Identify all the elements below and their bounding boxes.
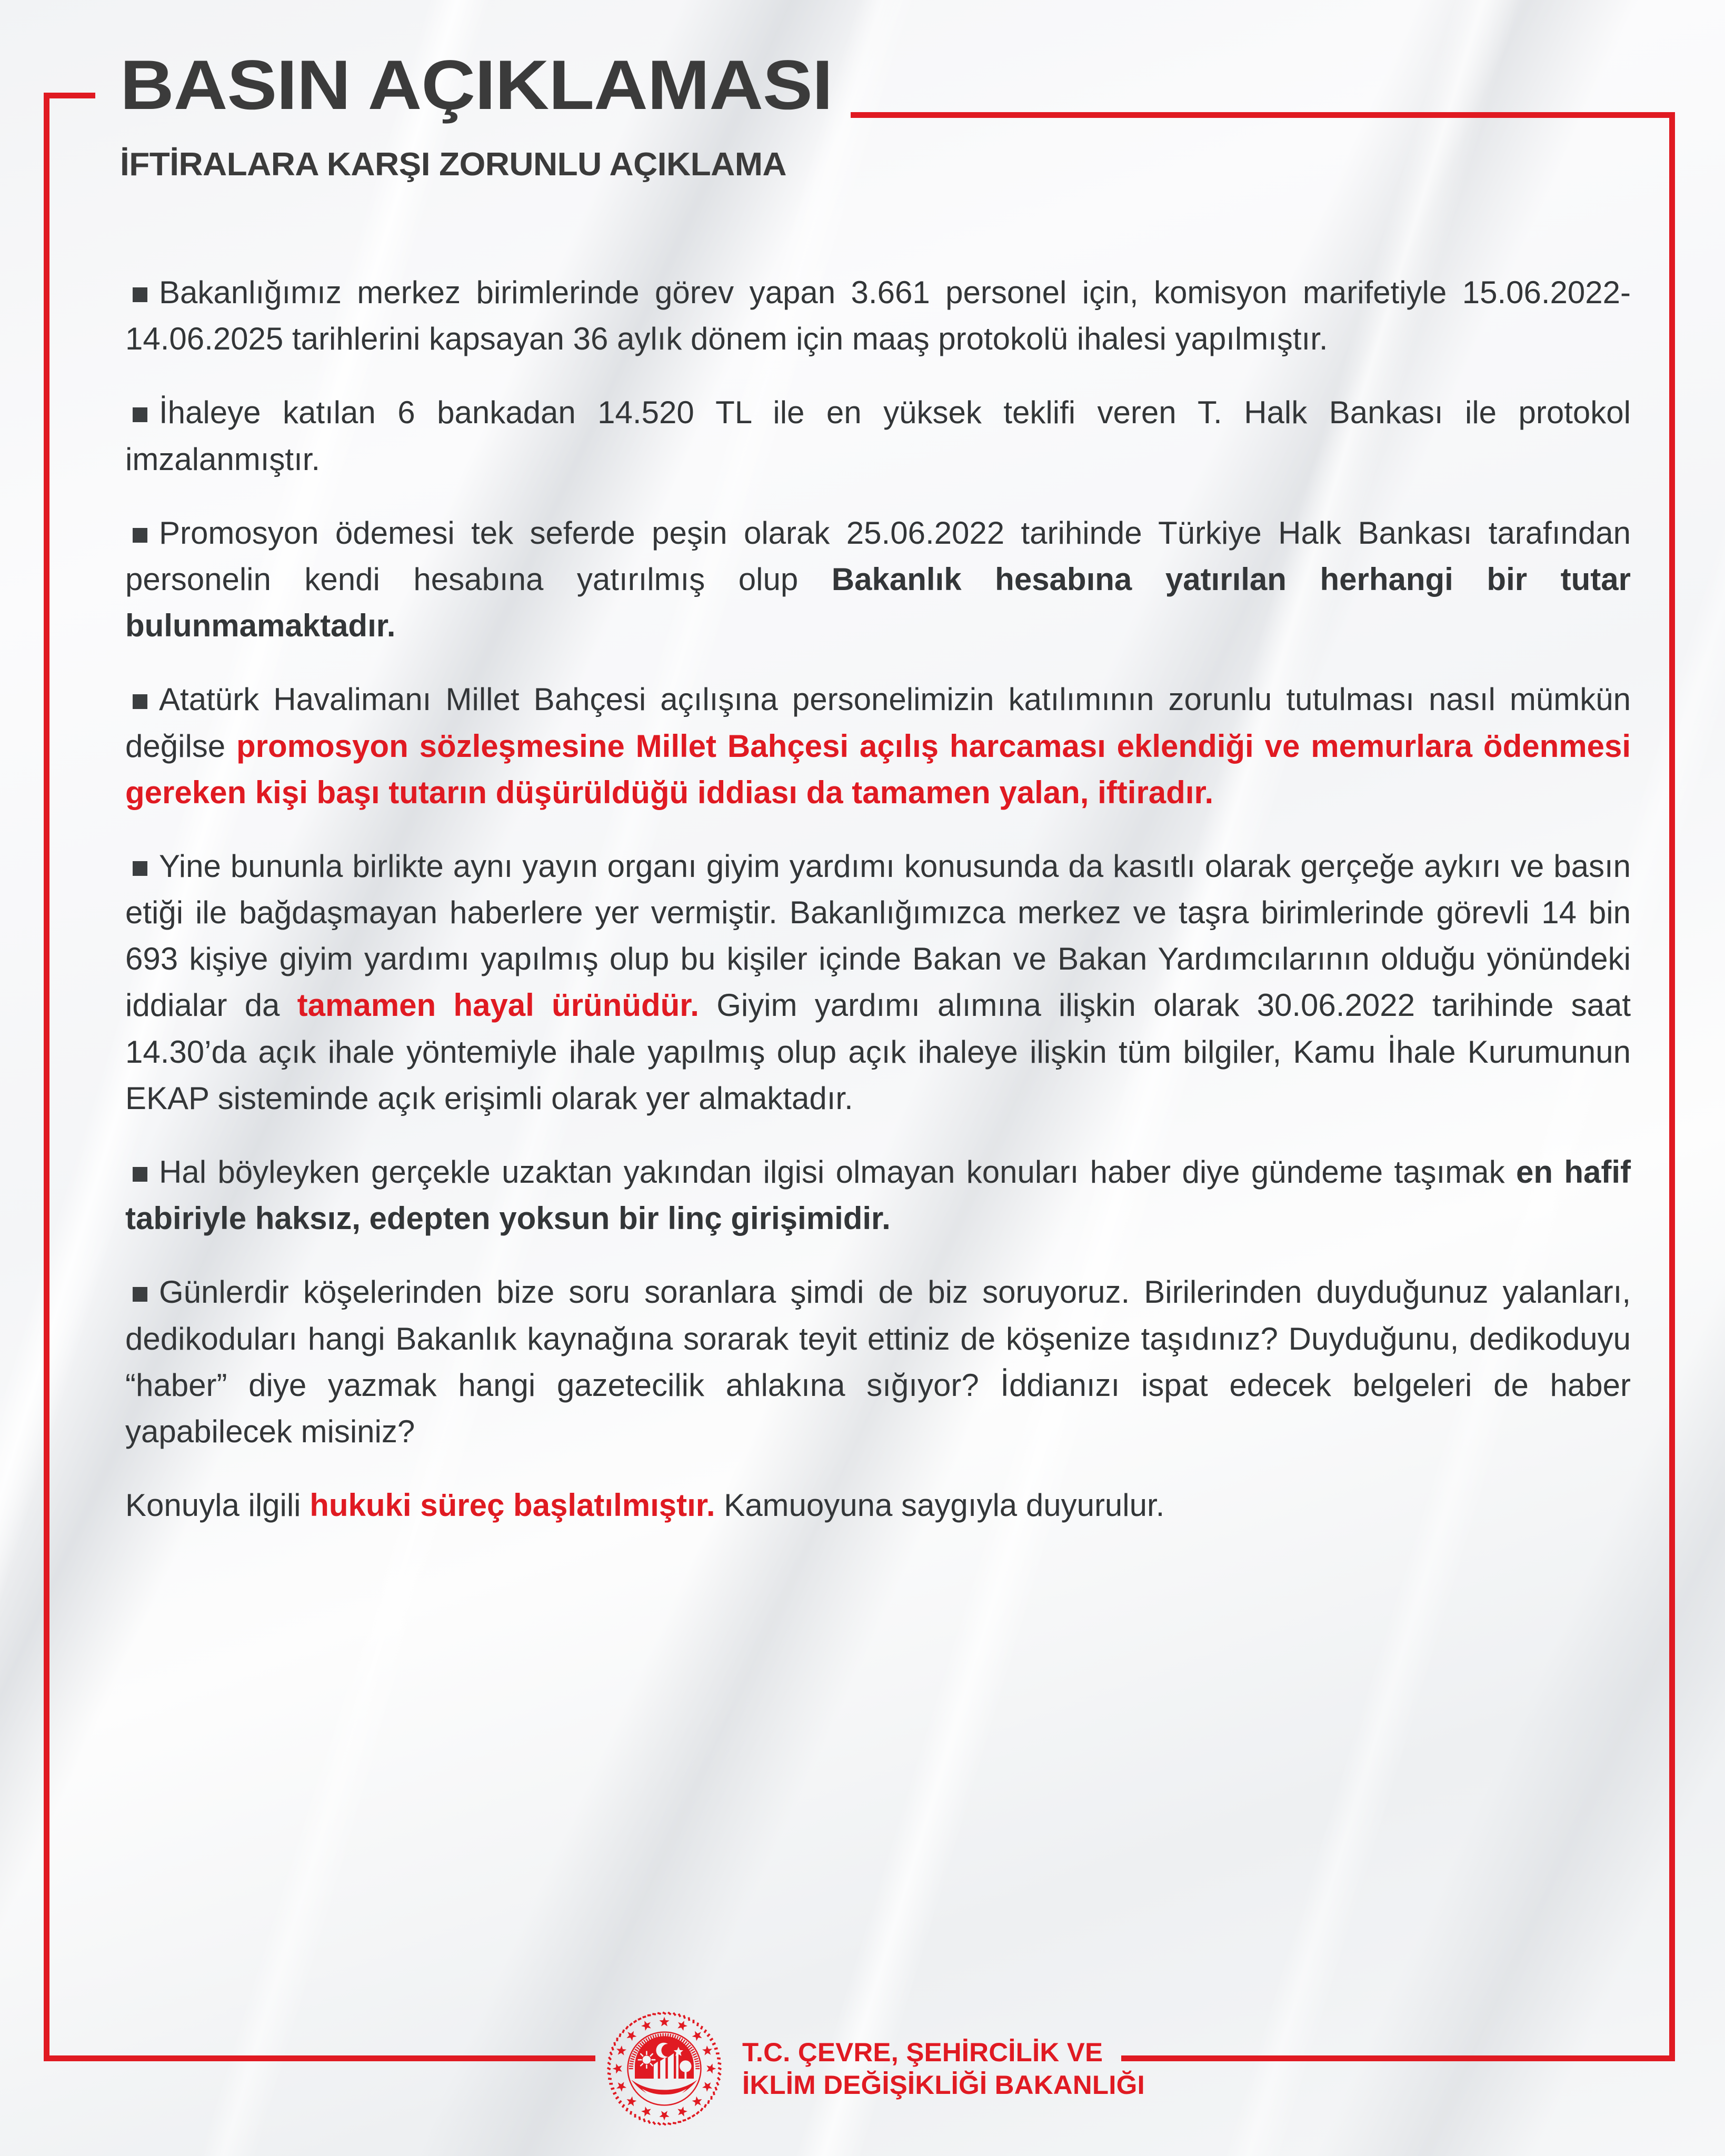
square-bullet-icon (133, 694, 147, 709)
body-paragraph (125, 1149, 1631, 1242)
body-text: Günlerdir köşelerinden bize soru soranlara şimdi de biz soruyoruz. Birilerinden duyduğunuz yalanları, dedikoduları hangi Bakanlık kaynağına sorarak teyit ettiniz de köşenize taşıdınız? Duyduğunu, dedikoduyu “haber” diye yazmak hangi gazetecilik ahlakına sığıyor? İddianızı ispat edecek belgeleri de haber yapabilecek misiniz? (125, 1274, 1631, 1449)
body-text: Hal böyleyken gerçekle uzaktan yakından ilgisi olmayan konuları haber diye gündeme taşımak (159, 1154, 1516, 1190)
ministry-seal-emblem (605, 2010, 723, 2128)
body-text: Yine bununla birlikte aynı yayın organı giyim yardımı konusunda da kasıtlı olarak gerçeğe aykırı ve basın etiği ile bağdaşmayan haberlere yer vermiştir. Bakanlığımızca merkez ve taşra birimlerinde görevli 14 bin 693 kişiye giyim yardımı yapılmış olup bu kişiler içinde Bakan ve Bakan Yardımcılarının olduğu yönündeki iddialar da (125, 848, 1631, 1023)
page-title: BASIN AÇIKLAMASI (120, 46, 833, 124)
frame-border-right (1669, 115, 1675, 2061)
announcement-body (125, 270, 1631, 1529)
square-bullet-icon (133, 407, 147, 422)
body-paragraph (125, 1482, 1631, 1529)
emphasis-bold-text: Bakanlık hesabına yatırılan herhangi bir tutar bulunmamaktadır. (125, 561, 1631, 644)
square-bullet-icon (133, 1287, 147, 1302)
frame-border-left (44, 93, 49, 2061)
body-paragraph (125, 270, 1631, 362)
document-header (120, 46, 1436, 183)
body-paragraph (125, 510, 1631, 650)
body-paragraph (125, 390, 1631, 482)
frame-border-bottom-right (1121, 2055, 1675, 2061)
ministry-footer (605, 2010, 1145, 2128)
ministry-name-line2: İKLİM DEĞİŞİKLİĞİ BAKANLIĞI (742, 2070, 1145, 2100)
emphasis-bold-text: en hafif tabiriyle haksız, edepten yoksun bir linç girişimidir. (125, 1154, 1631, 1236)
emphasis-red-text: promosyon sözleşmesine Millet Bahçesi açılış harcaması eklendiği ve memurlara ödenmesi gereken kişi başı tutarın düşürüldüğü iddiası da tamamen yalan, iftiradır. (125, 728, 1631, 810)
body-text: Kamuoyuna saygıyla duyurulur. (715, 1488, 1165, 1523)
square-bullet-icon (133, 287, 147, 302)
square-bullet-icon (133, 861, 147, 876)
frame-border-bottom-left (44, 2055, 595, 2061)
emphasis-red-text: tamamen hayal ürünüdür. (297, 987, 699, 1023)
body-text: Atatürk Havalimanı Millet Bahçesi açılışına personelimizin katılımının zorunlu tutulması nasıl mümkün değilse (125, 682, 1631, 764)
ministry-name-line1: T.C. ÇEVRE, ŞEHİRCİLİK VE (742, 2038, 1103, 2067)
body-paragraph (125, 676, 1631, 816)
emphasis-red-text: hukuki süreç başlatılmıştır. (310, 1488, 715, 1523)
frame-border-top-left (44, 93, 95, 98)
body-text: Bakanlığımız merkez birimlerinde görev yapan 3.661 personel için, komisyon marifetiyle 15.06.2022-14.06.2025 tarihlerini kapsayan 36 aylık dönem için maaş protokolü ihalesi yapılmıştır. (125, 275, 1631, 357)
body-paragraph (125, 843, 1631, 1122)
body-text: Promosyon ödemesi tek seferde peşin olarak 25.06.2022 tarihinde Türkiye Halk Bankası tarafından personelin kendi hesabına yatırılmış olup (125, 515, 1631, 597)
body-text: Konuyla ilgili (125, 1488, 310, 1523)
square-bullet-icon (133, 1167, 147, 1182)
body-paragraph (125, 1269, 1631, 1455)
ministry-name (742, 2036, 1145, 2101)
body-text: Giyim yardımı alımına ilişkin olarak 30.06.2022 tarihinde saat 14.30’da açık ihale yöntemiyle ihale yapılmış olup açık ihaleye ilişkin tüm bilgiler, Kamu İhale Kurumunun EKAP sisteminde açık erişimli olarak yer almaktadır. (125, 987, 1631, 1116)
page-subtitle: İFTİRALARA KARŞI ZORUNLU AÇIKLAMA (120, 146, 786, 183)
square-bullet-icon (133, 528, 147, 543)
body-text: İhaleye katılan 6 bankadan 14.520 TL ile en yüksek teklifi veren T. Halk Bankası ile protokol imzalanmıştır. (125, 395, 1631, 477)
